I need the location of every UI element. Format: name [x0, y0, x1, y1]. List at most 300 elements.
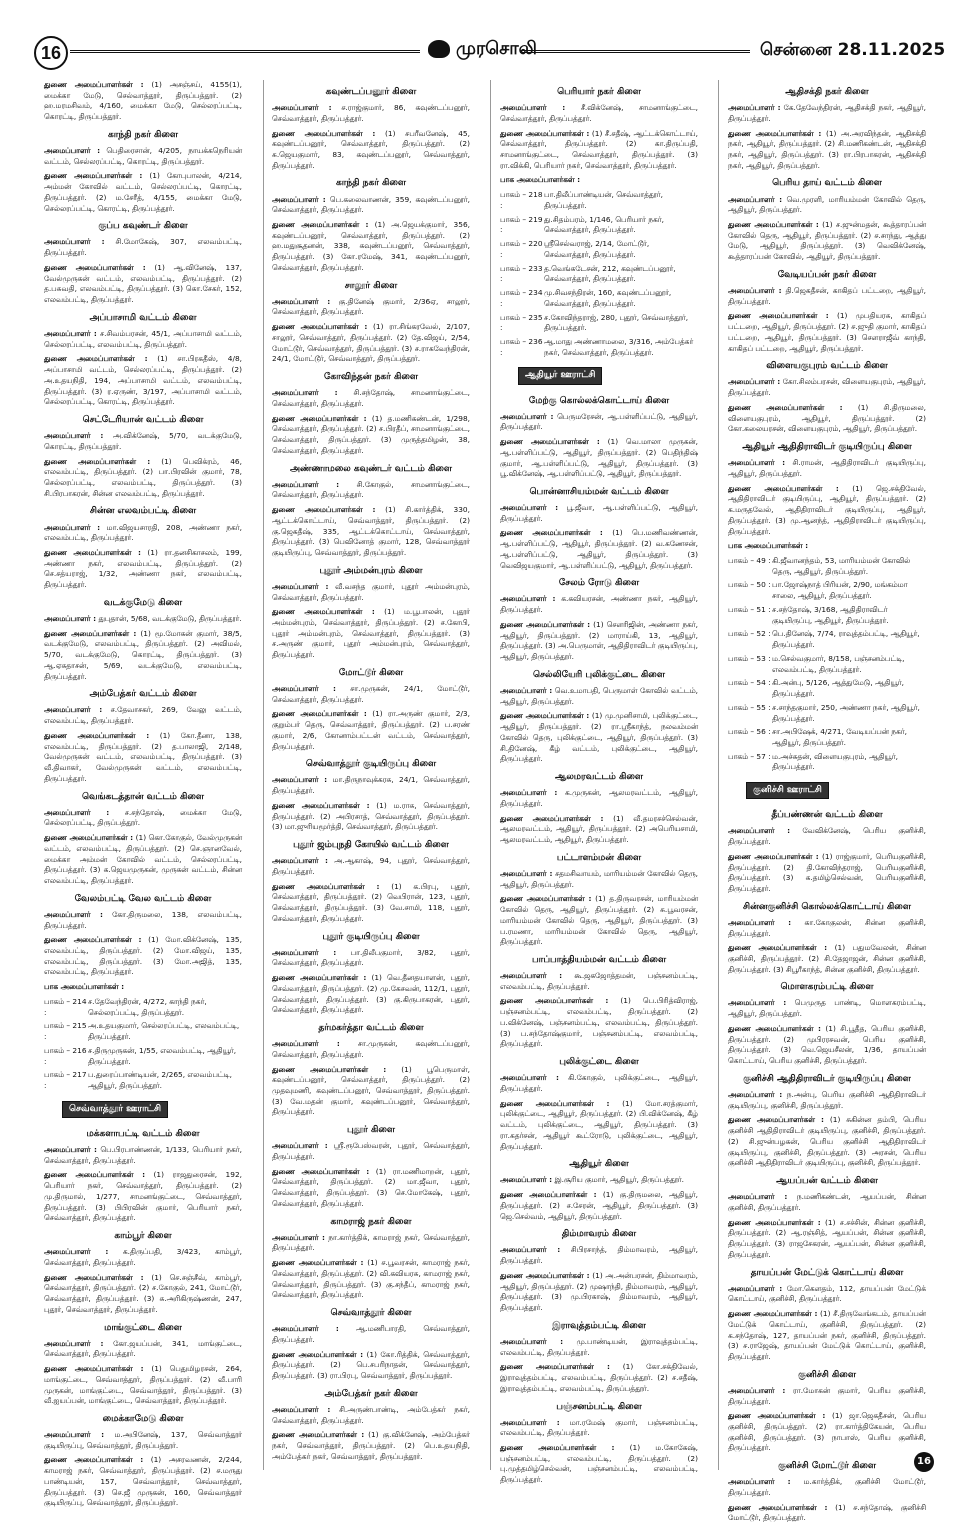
ward-number: பாகம் – 217 :	[44, 1070, 87, 1091]
member-entry	[272, 856, 470, 877]
member-details: (1) முபதியரசு, காகிதப் பட்டறை, ஆதியூர், திருப்பத்தூர். (2) ச.ஜுதி குமார், காகிதப் பட்டறை, ஆதியூர், திருப்பத்தூர். (3) சௌராஜீவ் காந்தி, காகிதப் பட்டறை, ஆதியூர், திருப்பத்தூர்.	[728, 311, 926, 353]
member-entry	[272, 801, 470, 833]
member-details: (1) சீ.திருவேங்கடம், தாயப்பன் மேட்டுக் கொட்டாய், குனிச்சி, திருப்பத்தூர். (2) க.சந்தோஷ், 127, தாயப்பன் நகர், குனிச்சி, திருப்பத்தூர். (3) ச.ராஜேஷ், தாயப்பன் மேட்டுக் கொட்டாய், குனிச்சி, திருப்பத்தூர்.	[728, 1309, 926, 1361]
member-role: துணை அமைப்பாளர்கள் :	[728, 219, 819, 229]
member-details: ச.சந்தோஷ், மைக்கா மேடு, செல்லரப்பட்டி, திருப்பத்தூர்.	[44, 807, 242, 828]
member-entry	[500, 412, 698, 433]
member-role: துணை அமைப்பாளர்கள் :	[728, 851, 819, 861]
member-role: துணை அமைப்பாளர்கள் :	[500, 996, 609, 1006]
member-details: சீ.விக்னேஷ், சாமனாங்குட்டை, செவ்வாத்தூர், திருப்பத்தூர்.	[500, 103, 698, 123]
member-role: அமைப்பாளர் :	[728, 1477, 791, 1487]
member-entry	[272, 1141, 470, 1162]
member-role: துணை அமைப்பாளர்கள் :	[728, 483, 839, 493]
logo-icon	[428, 40, 450, 58]
member-role: துணை அமைப்பாளர்கள் :	[728, 1217, 821, 1227]
member-entry	[500, 1073, 698, 1094]
member-details: இ.சூரிய குமார், ஆதியூர், திருப்பத்தூர்.	[554, 1175, 684, 1185]
member-entry	[272, 775, 470, 796]
member-role: துணை அமைப்பாளர்கள் :	[44, 456, 151, 466]
member-entry	[500, 1362, 698, 1394]
member-entry	[44, 935, 242, 978]
member-entry	[728, 1218, 926, 1261]
member-details: (1) வீ.தமரசச்செல்வன், ஆலமரவட்டம், ஆதியூர், திருப்பத்தூர். (2) அபெரியசாமி, ஆலமரவட்டம், ஆதியூர், திருப்பத்தூர்.	[500, 813, 698, 845]
ward-details: ச.கோவிந்தராஜ், 280, புதூர், செவ்வாத்தூர், திருப்பத்தூர்.	[544, 312, 689, 333]
member-role: துணை அமைப்பாளர்கள் :	[272, 1166, 370, 1176]
member-entry	[500, 594, 698, 615]
ward-details: ம.செல்வகுமார், 8/158, பஞ்சனம்பட்டி, எலவம்பட்டி, திருப்பத்தூர்.	[772, 653, 905, 674]
branch-heading: ஆதியூர் கிளை	[569, 1159, 629, 1170]
member-entry	[500, 175, 698, 186]
member-details: (1) த.திருவரசன், மாரியம்மன் கோவில் தெரு, ஆதியூர், திருப்பத்தூர். (2) சு.பூவரசன், மாரியம்மன் கோவில் தெரு, ஆதியூர், திருப்பத்தூர். (3) ப.ரமணா, மாரியம்மன் கோவில் தெரு, ஆதியூர், திருப்பத்தூர்.	[500, 894, 698, 947]
member-details: (1) சி.பூதீத, பெரிய குனிச்சி, திருப்பத்தூர். (2) முபிரரசவன், பெரிய குனிச்சி, திருப்பத்தூர். (3) வெ.ஜெயசீலன், 1/36, தாயப்பன் கொட்டாய், பெரிய குனிச்சி, திருப்பத்தூர்.	[728, 1023, 926, 1066]
panchayat-heading: குனிச்சி ஊராட்சி	[746, 782, 829, 799]
member-details: (1) ம.ராசு, செவ்வாத்தூர், திருப்பத்தூர். (2) அபிரசாத், செவ்வாத்தூர், திருப்பத்தூர். (3) மா.ஜுரியமூர்த்தி, செவ்வாத்தூர், திருப்பத்தூர்.	[272, 800, 470, 832]
member-details: கோ.திருமலை, 138, எலவம்பட்டி, திருப்பத்தூர்.	[44, 909, 242, 930]
member-entry	[728, 1477, 926, 1498]
ward-row	[728, 727, 926, 748]
member-details: (1) பெ.பிரித்விராஜ், பஞ்சனம்பட்டி, எலவம்பட்டி, திருப்பத்தூர். (2) ப.விக்னேஷ், பஞ்சனம்பட்டி, எலவம்பட்டி, திருப்பத்தூர். (3) ப.சந்தோஷ்குமார், பஞ்சனம்பட்டி, எலவம்பட்டி, திருப்பத்தூர்.	[500, 996, 698, 1049]
ward-row	[728, 654, 926, 675]
ward-number: பாகம் – 218 :	[500, 190, 543, 210]
member-entry	[272, 709, 470, 752]
branch-heading: அண்ணாமலை கவுண்டர் வட்டம் கிளை	[289, 463, 453, 474]
branch-heading: செல்லியேரி புலிக்குட்டை கிளை	[533, 669, 665, 680]
member-entry	[44, 1364, 242, 1407]
member-entry	[272, 882, 470, 925]
branch-heading: பெரிய தாய் வட்டம் கிளை	[772, 178, 882, 189]
member-details: (1) அசஞ்சய், 4155(1), மைக்கா மேடு, செல்வாத்தூர், திருப்பத்தூர். (2) ஹ.மரமசிவம், 4/160, மைக்கா மேடு, செல்லரப்பட்டி, கொரட்டி, திருப்பத்தூர்.	[44, 80, 242, 122]
member-entry	[500, 711, 698, 765]
page-number: 16	[34, 36, 68, 70]
member-role: அமைப்பாளர் :	[728, 458, 786, 468]
branch-heading: ஆதிசக்தி நகர் கிளை	[785, 87, 869, 97]
member-role: துணை அமைப்பாளர்கள் :	[272, 1349, 364, 1359]
member-role: அமைப்பாளர் :	[728, 103, 781, 113]
ward-details: ச.சாந்தகுமார், 250, அண்ணா நகர், ஆதியூர், திருப்பத்தூர்.	[772, 702, 920, 723]
edition-date: சென்னை 28.11.2025	[760, 40, 946, 60]
member-entry	[44, 354, 242, 408]
member-entry	[272, 220, 470, 274]
ward-row	[500, 239, 698, 260]
member-entry	[728, 286, 926, 307]
member-entry	[728, 1090, 926, 1111]
member-role: அமைப்பாளர் :	[500, 103, 566, 113]
member-role: துணை அமைப்பாளர்கள் :	[500, 894, 592, 904]
branch-heading: காம்பூர் கிளை	[114, 1231, 172, 1242]
ward-row	[44, 1021, 242, 1042]
branch-heading: மைக்காமேடு கிளை	[102, 1413, 184, 1424]
member-entry	[728, 1503, 926, 1524]
ward-number: பாகம் – 220 :	[500, 239, 543, 259]
member-details: சி.சந்தோஷ், சாமனாங்குட்டை, செவ்வாத்தூர், திருப்பத்தூர்.	[272, 388, 470, 408]
ward-number: பாகம் – 216 :	[44, 1045, 87, 1066]
branch-heading: செட்டேரியான் வட்டம் கிளை	[82, 415, 204, 426]
member-details: (1) அ.அன்பரசன், திம்மாவரம், ஆதியூர், திருப்பத்தூர். (2) முஷாந்தி, திம்மாவரம், ஆதியூர், திருப்பத்தூர். (3) மு.பிரகாஷ், திம்மாவரம், ஆதியூர், திருப்பத்தூர்.	[500, 1270, 698, 1313]
member-details: (1) மூ.மோகன் குமார், 38/5, வடக்குமேடு, எலவம்பட்டி, திருப்பத்தூர். (2) அவிமல், 5/70, வடக்குமேடு, கொரட்டி, திருப்பத்தூர். (3) ஆ.ஏசுதாசன், 5/69, வடக்குமேடு, எலவம்பட்டி, திருப்பத்தூர்.	[44, 628, 242, 681]
member-details: சா.முருகன், 24/1, மோட்டூர், செவ்வாத்தூர், திருப்பத்தூர்.	[272, 683, 471, 704]
member-role: அமைப்பாளர் :	[44, 145, 101, 155]
member-details: சதமசிவாயம், மாரியம்மன் கோவில் தெரு, ஆதியூர், திருப்பத்தூர்.	[500, 868, 698, 889]
member-details: (1) கோ.தீனா, 138, எலவம்பட்டி, திருப்பத்தூர். (2) த.பாலாஜி, 2/148, வேல்முருகன் வட்டம், எலவம்பட்டி, திருப்பத்தூர். (3) வீ.திவாகர், வேல்முருகன் வட்டம், எலவம்பட்டி, திருப்பத்தூர்.	[44, 730, 242, 783]
member-role: துணை அமைப்பாளர்கள் :	[500, 437, 600, 447]
member-role: அமைப்பாளர் :	[272, 1039, 340, 1049]
column-4	[722, 80, 932, 1523]
branch-heading: பஞ்சனம்பட்டி கிளை	[556, 1401, 642, 1412]
ward-row	[44, 1070, 242, 1091]
member-details: வேவிக்னேஷ், பெரிய குனிச்சி, திருப்பத்தூர்.	[728, 826, 926, 847]
branch-heading: ஆதியூர் ஆதிதிராவிடர் குடியிருப்பு கிளை	[742, 442, 912, 453]
ward-details: ஸ்ரீசெல்வராஜ், 2/14, மோட்டூர், செவ்வாத்தூர், திருப்பத்தூர்.	[544, 239, 650, 259]
member-entry	[44, 329, 242, 350]
ward-number: பாகம் – 57 :	[728, 751, 771, 761]
member-entry	[500, 437, 698, 480]
member-entry	[44, 833, 242, 887]
ward-number: பாகம் – 55 :	[728, 702, 771, 712]
member-role: துணை அமைப்பாளர்கள் :	[728, 1023, 821, 1033]
member-details: (1) ரா.மணிமாறன், புதூர், செவ்வாத்தூர், திருப்பத்தூர். (2) மா.ஜீவா, புதூர், செவ்வாத்தூர், திருப்பத்தூர். (3) செ.மோகேஷ், புதூர், செவ்வாத்தூர், திருப்பத்தூர்.	[272, 1166, 470, 1208]
member-entry	[44, 629, 242, 683]
member-role: அமைப்பாளர் :	[272, 103, 332, 113]
branch-heading: கவுண்டப்பனூர் கிளை	[325, 87, 417, 97]
member-details: (1) கோபுபாலன், 4/214, அம்மன் கோவில் வட்டம், செல்லரப்பட்டி, கொரட்டி, திருப்பத்தூர். (2) ம.சேரீத், 4/155, மைக்கா மேடு, செல்லரப்பட்டி, கொரட்டி, திருப்பத்தூர்.	[44, 171, 242, 213]
member-role: அமைப்பாளர் :	[44, 705, 103, 715]
panchayat-heading: ஆதியூர் ஊராட்சி	[518, 367, 602, 384]
branch-heading: மக்களாபட்டி வட்டம் கிளை	[86, 1128, 200, 1139]
ward-details: ச.திருமுருகன், 1/55, எலவம்பட்டி, ஆதியூர், திருப்பத்தூர்.	[88, 1045, 237, 1066]
member-role: அமைப்பாளர் :	[500, 1417, 560, 1427]
member-details: கா.கோகுலன், சின்ன குனிச்சி, திருப்பத்தூர்.	[728, 917, 926, 938]
member-entry	[728, 852, 926, 895]
branch-heading: மேற்கு கொல்லக்கொட்டாய் கிளை	[528, 395, 670, 406]
member-role: அமைப்பாளர் :	[44, 909, 103, 919]
member-details: (1) ரா.சிங்கரவேல், 2/107, சாலூர், செவ்வாத்தூர், திருப்பத்தூர். (2) தே.விஜய், 2/54, மோட்டூர், செவ்வாத்தூர், திருப்பத்தூர். (3) ச.ராகவேந்திரன், 24/1, மோட்டூர், செவ்வாத்தூர், திருப்பத்தூர்.	[272, 322, 470, 364]
member-entry	[272, 1039, 470, 1060]
member-details: சா.முருகன், கவுண்டப்பனூர், செவ்வாத்தூர், திருப்பத்தூர்.	[272, 1039, 470, 1059]
ward-number: பாகம் – 52 :	[728, 629, 771, 639]
member-details: கூ.ஜகஜோத்தமன், பஞ்சனம்பட்டி, எலவம்பட்டி, திருப்பத்தூர்.	[500, 971, 699, 991]
member-entry	[44, 146, 242, 167]
branch-heading: வடக்குமேடு கிளை	[103, 597, 183, 608]
member-entry	[44, 431, 242, 452]
member-entry	[728, 826, 926, 847]
member-entry	[500, 103, 698, 124]
member-details: (1) சி.கார்த்திக், 330, ஆட்டக்கொட்டாய், செவ்வாத்தூர், திருப்பத்தூர். (2) கு.ஜெகதீஷ், 335, ஆட்டக்கொட்டாய், செவ்வாத்தூர், திருப்பத்தூர். (3) பெவினோத் குமார், 128, செவ்வாத்தூர் குடியிருப்பு, செவ்வாத்தூர், திருப்பத்தூர்.	[272, 505, 470, 557]
member-role: அமைப்பாளர் :	[44, 522, 101, 532]
member-role: துணை அமைப்பாளர்கள் :	[500, 813, 604, 823]
member-role: அமைப்பாளர் :	[272, 856, 328, 866]
ward-details: ப.துரைப்பாண்டியன், 2/265, எலவம்பட்டி, ஆதியூர், திருப்பத்தூர்.	[88, 1070, 232, 1091]
ward-details: சா.அபிஷேக், 4/271, வேடியப்பன் நகர், ஆதியூர், திருப்பத்தூர்.	[772, 727, 907, 748]
branch-heading: ஆயப்பன் வட்டம் கிளை	[776, 1176, 878, 1187]
column-3	[494, 80, 704, 1485]
member-details: (1) பெ.மணிவண்ணன், ஆ.பள்ளிப்பட்டு, ஆதியூர், திருப்பத்தூர். (2) வ.கணேசன், ஆ.பள்ளிப்பட்டு, ஆதியூர், திருப்பத்தூர். (3) வெவிஜயகுமார், ஆ.பள்ளிப்பட்டு, ஆதியூர், திருப்பத்தூர்.	[500, 528, 698, 570]
ward-details: அ.உதயகுமார், செல்லரப்பட்டி, எலவம்பட்டி, திருப்பத்தூர்.	[88, 1021, 240, 1042]
ward-row	[728, 678, 926, 699]
branch-heading: காமராஜ் நகர் கிளை	[330, 1216, 412, 1227]
column-2	[266, 80, 476, 1470]
member-role: பாக அமைப்பாளர்கள் :	[44, 982, 125, 992]
member-details: பெதிரைசான், 4/205, நாயக்கநெரியன் வட்டம், செல்லரப்பட்டி, கொரட்டி, திருப்பத்தூர்.	[44, 145, 242, 166]
member-details: சிபிரசாந்த், திம்மாவரம், ஆதியூர், திருப்பத்தூர்.	[500, 1245, 698, 1266]
ward-details: த.வெங்கடேசன், 212, கவுண்டப்பனூர், செவ்வாத்தூர், திருப்பத்தூர்.	[544, 263, 676, 284]
member-role: துணை அமைப்பாளர்கள் :	[500, 1098, 610, 1108]
member-details: (1) க.பிரபு, புதூர், செவ்வாத்தூர், திருப்பத்தூர். (2) வெபிரான், 123, புதூர், செவ்வாத்தூர், திருப்பத்தூர். (3) வே.சாமி, 118, புதூர், செவ்வாத்தூர், திருப்பத்தூர்.	[272, 881, 470, 923]
member-role: துணை அமைப்பாளர்கள் :	[272, 505, 376, 515]
member-role: அமைப்பாளர் :	[500, 971, 563, 981]
member-entry	[728, 998, 926, 1019]
member-entry	[500, 686, 698, 707]
member-entry	[272, 1233, 470, 1254]
member-role: துணை அமைப்பாளர்கள் :	[44, 628, 137, 638]
ward-number: பாகம் – 236 :	[500, 337, 543, 357]
ward-row	[500, 288, 698, 309]
member-details: வெ.முரளி, மாரியம்மன் கோவில் தெரு, ஆதியூர், திருப்பத்தூர்.	[728, 194, 926, 215]
member-details: (1) அசரவணன், 2/244, காமராஜ் நகர், செவ்வாத்தூர், திருப்பத்தூர். (2) ச.மருது பாண்டியன், 157, செவ்வாத்தூர், செவ்வாத்தூர், திருப்பத்தூர். (3) செ.ஜீ முருகன், 160, செவ்வாத்தூர் குடியிருப்பு, செவ்வாத்தூர், திருப்பத்தூர்.	[44, 1455, 242, 1508]
member-role: துணை அமைப்பாளர்கள் :	[728, 1115, 824, 1125]
member-entry	[44, 1455, 242, 1509]
member-entry	[500, 788, 698, 809]
member-role: அமைப்பாளர் :	[500, 411, 554, 421]
member-role: துணை அமைப்பாளர்கள் :	[272, 1430, 365, 1440]
branch-heading: தீப்பண்ணன் வட்டம் கிளை	[771, 810, 883, 821]
ward-number: பாகம் – 235 :	[500, 312, 543, 333]
member-entry	[500, 528, 698, 571]
member-role: பாக அமைப்பாளர்கள் :	[500, 175, 581, 185]
member-entry	[500, 503, 698, 524]
member-entry	[44, 80, 242, 123]
member-role: துணை அமைப்பாளர்கள் :	[500, 1362, 610, 1372]
member-entry	[272, 195, 470, 216]
member-role: அமைப்பாளர் :	[272, 947, 337, 957]
branch-heading: மொளகரம்பட்டி கிளை	[780, 982, 874, 993]
branch-heading: குப்ப கவுண்டர் கிளை	[98, 221, 188, 232]
member-details: (1) கு.விக்னேஷ், அம்பேத்கர் நகர், செவ்வாத்தூர், திருப்பத்தூர். (2) பெ.உதயநிதி, அம்பேத்கர் நகர், செவ்வாத்தூர், திருப்பத்தூர்.	[272, 1430, 470, 1461]
branch-heading: புதூர் குடியிருப்பு கிளை	[322, 931, 420, 942]
member-details: க.கவியரசன், அண்ணா நகர், ஆதியூர், திருப்பத்தூர்.	[500, 594, 698, 615]
branch-heading: புதூர் கிளை	[346, 1125, 396, 1136]
member-details: (1) ராஜ்குமார், பெரியகுனிச்சி, திருப்பத்தூர். (2) தி.கோவிந்தராஜ், பெரியகுனிச்சி, திருப்பத்தூர். (3) க.தமிழ்செல்வன், பெரியகுனிச்சி, திருப்பத்தூர்.	[728, 851, 926, 893]
footer-page-number: 16	[914, 1452, 934, 1472]
branch-heading: தாயப்பன் மேட்டுக் கொட்டாய் கிளை	[750, 1267, 904, 1278]
branch-heading: குனிச்சி ஆதிதிராவிடர் குடியிருப்பு கிளை	[743, 1073, 911, 1084]
ward-details: பா.ஜோஷ்நாத் பிரியன், 2/90, மங்கம்மா சாலை, ஆதியூர், திருப்பத்தூர்.	[772, 580, 908, 601]
member-entry	[728, 484, 926, 538]
page-header	[0, 0, 972, 70]
member-role: துணை அமைப்பாளர்கள் :	[44, 80, 144, 89]
member-role: அமைப்பாளர் :	[728, 285, 782, 295]
ward-number: பாகம் – 215 :	[44, 1021, 87, 1042]
ward-number: பாகம் – 214 :	[44, 996, 87, 1017]
branch-heading: செவ்வாத்தூர் கிளை	[330, 1308, 412, 1319]
ward-row	[500, 190, 698, 211]
member-details: (1) சௌரிஜின், அண்ணா நகர், ஆதியூர், திருப்பத்தூர். (2) மாராய்கி, 13, ஆதியூர், திருப்பத்தூர். (3) அ.பெருமாள், ஆதிதிராவிடர் குடியிருப்பு, ஆதியூர், திருப்பத்தூர்.	[500, 619, 698, 662]
member-role: அமைப்பாளர் :	[728, 1089, 783, 1099]
branch-heading: சேலம் ரோடு கிளை	[558, 578, 640, 589]
member-entry	[500, 1337, 698, 1358]
member-role: பாக அமைப்பாளர்கள் :	[728, 541, 809, 551]
member-role: அமைப்பாளர் :	[500, 594, 556, 604]
member-entry	[44, 523, 242, 544]
branch-heading: தர்மகர்த்தா வட்டம் கிளை	[318, 1023, 424, 1033]
article-columns	[38, 80, 936, 1523]
member-entry	[44, 705, 242, 726]
member-role: துணை அமைப்பாளர்கள் :	[272, 1064, 387, 1074]
ward-row	[728, 629, 926, 650]
member-role: துணை அமைப்பாளர்கள் :	[728, 1309, 818, 1319]
branch-heading: குனிச்சி கிளை	[798, 1369, 856, 1380]
branch-heading: இராவுத்தம்பட்டி கிளை	[552, 1320, 646, 1331]
member-details: (1) அ.அரவிந்தன், ஆதிசக்தி நகர், ஆதியூர், திருப்பத்தூர். (2) சி.மணிகண்டன், ஆதிசக்தி நகர், ஆதியூர், திருப்பத்தூர். (3) ரா.பிரபாகரன், ஆதிசக்தி நகர், ஆதியூர், திருப்பத்தூர்.	[728, 128, 926, 170]
ward-row	[500, 264, 698, 285]
member-details: (1) செ.சஞ்சீவ், காம்பூர், செவ்வாத்தூர், திருப்பத்தூர். (2) ச.கோகுல், 241, மோட்டூர், செவ்வாத்தூர், திருப்பத்தூர். (3) சு.அரிகிருஷ்ணன், 247, புதூர், செவ்வாத்தூர், திருப்பத்தூர்.	[44, 1272, 242, 1314]
member-role: அமைப்பாளர் :	[728, 1192, 788, 1202]
member-entry	[272, 1350, 470, 1382]
member-entry	[728, 918, 926, 939]
member-entry	[44, 263, 242, 306]
member-role: துணை அமைப்பாளர்கள் :	[500, 1270, 590, 1280]
member-entry	[500, 869, 698, 890]
ward-row	[500, 215, 698, 236]
ward-details: கி.அன்பு, 5/126, ஆத்துமேடு, ஆதியூர், திருப்பத்தூர்.	[772, 678, 904, 699]
member-details: ஸ்ரீ.ரூபேஸ்வரன், புதூர், செவ்வாத்தூர், திருப்பத்தூர்.	[272, 1141, 470, 1161]
member-details: பா.திலீபகுமார், 3/82, புதூர், செவ்வாத்தூர், திருப்பத்தூர்.	[272, 947, 470, 968]
member-role: அமைப்பாளர் :	[500, 788, 558, 798]
member-entry	[500, 1443, 698, 1486]
member-entry	[728, 129, 926, 172]
member-entry	[44, 548, 242, 591]
member-details: (1) சி.திருமலை, விளையகுபுரம், ஆதியூர், திருப்பத்தூர். (2) கோ.கலையரசன், விளையகுபுரம், ஆதியூர், திருப்பத்தூர்.	[728, 402, 926, 434]
member-details: வெ.உமாபதி, பெருமாள் கோவில் வட்டம், ஆதியூர், திருப்பத்தூர்.	[500, 685, 698, 706]
ward-details: மு.சிவசந்திரன், 160, கவுண்டப்பனூர், செவ்வாத்தூர், திருப்பத்தூர்.	[544, 288, 672, 308]
member-details: வீ.வசந்த குமார், புதூர் அம்மன்புரம், செவ்வாத்தூர், திருப்பத்தூர்.	[272, 581, 470, 602]
member-role: துணை அமைப்பாளர்கள் :	[44, 171, 143, 181]
member-role: துணை அமைப்பாளர்கள் :	[44, 935, 142, 945]
member-entry	[728, 1192, 926, 1213]
member-role: அமைப்பாளர் :	[44, 237, 105, 247]
member-entry	[272, 414, 470, 457]
member-details: தி.ஜெகதீசன், காகிதப் பட்டறை, ஆதியூர், திருப்பத்தூர்.	[728, 285, 926, 306]
member-entry	[272, 505, 470, 559]
ward-details: ஆ.மாது அண்ணாமலை, 3/316, அம்பேத்கர் நகர், செவ்வாத்தூர், திருப்பத்தூர்.	[544, 337, 694, 357]
member-entry	[44, 171, 242, 214]
member-details: (1) சீ.சதீஷ், ஆட்டக்கொட்டாய், செவ்வாத்தூர், திருப்பத்தூர். (2) கா.திருப்பதி, சாமனாங்குட்டை, செவ்வாத்தூர், திருப்பத்தூர். (3) ரா.விக்கி, பெரியார் நகர், செவ்வாத்தூர், திருப்பத்தூர்.	[500, 128, 698, 170]
member-entry	[272, 607, 470, 661]
member-role: அமைப்பாளர் :	[272, 1141, 328, 1151]
ward-number: பாகம் – 234 :	[500, 288, 543, 308]
member-role: துணை அமைப்பாளர்கள் :	[728, 402, 843, 412]
member-details: ந.அன்பு, பெரிய குனிச்சி ஆதிதிராவிடர் குடியிருப்பு, குனிச்சி, திருப்பத்தூர்.	[728, 1089, 926, 1110]
member-role: அமைப்பாளர் :	[272, 296, 331, 306]
member-role: துணை அமைப்பாளர்கள் :	[500, 711, 590, 721]
panchayat-heading: செவ்வாத்தூர் ஊராட்சி	[62, 1101, 168, 1118]
member-role: துணை அமைப்பாளர்கள் :	[272, 607, 375, 617]
member-entry	[500, 814, 698, 846]
member-entry	[44, 1247, 242, 1268]
member-entry	[728, 1309, 926, 1363]
ward-number: பாகம் – 56 :	[728, 727, 771, 737]
member-role: துணை அமைப்பாளர்கள் :	[44, 1272, 144, 1282]
member-entry	[728, 311, 926, 354]
ward-row	[44, 1046, 242, 1067]
member-role: அமைப்பாளர் :	[272, 1324, 339, 1334]
member-details: நா.கார்த்திக், காமராஜ் நகர், செவ்வாத்தூர், திருப்பத்தூர்.	[272, 1232, 471, 1253]
member-entry	[44, 237, 242, 258]
ward-number: பாகம் – 233 :	[500, 263, 543, 284]
member-role: அமைப்பாளர் :	[272, 479, 340, 489]
member-entry	[728, 195, 926, 216]
member-entry	[44, 731, 242, 785]
member-details: (1) சபரீவனேஷ், 45, கவுண்டப்பனூர், செவ்வாத்தூர், திருப்பத்தூர். (2) சு.ஜெயகுமார், 83, கவுண்டப்பனூர், செவ்வாத்தூர், திருப்பத்தூர்.	[272, 128, 470, 170]
member-role: துணை அமைப்பாளர்கள் :	[728, 311, 829, 321]
member-details: (1) ம.பூபாலன், புதூர் அம்மன்புரம், செவ்வாத்தூர், திருப்பத்தூர். (2) ச.கோபி, புதூர் அம்மன்புரம், செவ்வாத்தூர், திருப்பத்தூர். (3) ச.அருண் குமார், புதூர் அம்மன்புரம், செவ்வாத்தூர், திருப்பத்தூர்.	[272, 607, 470, 660]
member-details: மோ.கௌதம், 112, தாயப்பன் மேட்டுக் கொட்டாய், குனிச்சி, திருப்பத்தூர்.	[728, 1283, 926, 1304]
member-details: (1) ம.கோகேஷ், பஞ்சனம்பட்டி, எலவம்பட்டி, திருப்பத்தூர். (2) பு.முத்தமிழ்செல்வன், பஞ்சனம்பட்டி, எலவம்பட்டி, திருப்பத்தூர்.	[500, 1443, 698, 1485]
member-entry	[272, 973, 470, 1016]
member-details: அ.ஆகாஷ், 94, புதூர், செவ்வாத்தூர், திருப்பத்தூர்.	[272, 856, 470, 876]
ward-number: பாகம் – 219 :	[500, 214, 543, 235]
member-role: அமைப்பாளர் :	[500, 503, 559, 513]
branch-heading: புதூர் அம்மன்புரம் கிளை	[319, 565, 423, 576]
member-role: துணை அமைப்பாளர்கள் :	[728, 128, 822, 138]
member-role: துணை அமைப்பாளர்கள் :	[728, 1502, 828, 1512]
member-entry	[272, 582, 470, 603]
member-details: (1) ஜா.ஜெகதீசன், பெரிய குனிச்சி, திருப்பத்தூர். (2) ரா.கார்த்திகேயன், பெரிய குனிச்சி, திருப்பத்தூர். (3) நாபாஸ், பெரிய குனிச்சி, திருப்பத்தூர்.	[728, 1411, 926, 1453]
member-entry	[500, 1271, 698, 1314]
member-role: துணை அமைப்பாளர்கள் :	[500, 619, 591, 629]
ward-row	[728, 556, 926, 577]
branch-heading: காந்தி நகர் கிளை	[335, 178, 407, 189]
member-role: துணை அமைப்பாளர்கள் :	[44, 262, 146, 272]
member-details: (1) ச.பூவரசன், காமராஜ் நகர், செவ்வாத்தூர், திருப்பத்தூர். (2) வி.கவியரசு, காமராஜ் நகர், செவ்வாத்தூர், திருப்பத்தூர். (3) கு.சந்தீப், காமராஜ் நகர், செவ்வாத்தூர், திருப்பத்தூர்.	[272, 1258, 470, 1300]
member-entry	[44, 1145, 242, 1166]
ward-number: பாகம் – 50 :	[728, 580, 771, 590]
member-entry	[44, 1430, 242, 1451]
member-entry	[44, 457, 242, 500]
member-role: துணை அமைப்பாளர்கள் :	[728, 1411, 826, 1421]
member-entry	[44, 808, 242, 829]
member-entry	[500, 129, 698, 172]
member-entry	[728, 220, 926, 263]
member-role: அமைப்பாளர் :	[728, 998, 787, 1008]
member-details: (1) த.மணிகண்டன், 1/298, செவ்வாத்தூர், திருப்பத்தூர். (2) ச.பிரதீப், சாமனாங்குட்டை, செவ்வாத்தூர், திருப்பத்தூர். (3) முருத்தமிழன், 38, செவ்வாத்தூர், திருப்பத்தூர்.	[272, 413, 470, 455]
branch-heading: பட்டாளம்மன் கிளை	[556, 852, 642, 863]
member-entry	[44, 1170, 242, 1224]
branch-heading: ஆலமரவட்டம் கிளை	[554, 772, 644, 783]
member-role: அமைப்பாளர் :	[44, 1338, 104, 1348]
member-role: துணை அமைப்பாளர்கள் :	[272, 128, 376, 138]
member-details: பெ.பிரபாண்ணன், 1/133, பெரியார் நகர், செவ்வாத்தூர், திருப்பத்தூர்.	[44, 1144, 242, 1165]
column-1	[38, 80, 248, 1508]
member-details: (1) ரா.அருண் குமார், 2/3, குறும்பர் தெரு, செவ்வாத்தூர், திருப்பத்தூர். (2) ப.சரண் குமார், 2/6, கோனாம்பட்டன் வட்டம், செவ்வாத்தூர், திருப்பத்தூர்.	[272, 709, 470, 751]
member-details: ம.அபினேஷ், 137, செவ்வாத்தூர் குடியிருப்பு, செவ்வாத்தூர், திருப்பத்தூர்.	[44, 1430, 242, 1450]
member-details: (1) ச.சந்தோஷ், குனிச்சி மோட்டூர், திருப்பத்தூர்.	[728, 1502, 926, 1523]
ward-details: பெ.தினேஷ், 7/74, ராவுத்தம்பட்டி, ஆதியூர், திருப்பத்தூர்.	[772, 629, 920, 650]
ward-number: பாகம் – 53 :	[728, 653, 771, 663]
branch-heading: அம்பேத்கர் நகர் கிளை	[324, 1388, 418, 1399]
column-divider	[490, 80, 491, 1470]
member-entry	[272, 297, 470, 318]
member-details: கு.தினேஷ் குமார், 2/36ஏ, சாலூர், செவ்வாத்தூர், திருப்பத்தூர்.	[272, 296, 470, 317]
member-details: (1) வெ.மாலா முருகன், ஆ.பள்ளிப்பட்டு, ஆதியூர், திருப்பத்தூர். (2) பெதிந்திஷ் குமார், ஆ.பள்ளிப்பட்டு, ஆதியூர், திருப்பத்தூர். (3) பூ.விக்னேஷ், ஆ.பள்ளிப்பட்டு, ஆதியூர், திருப்பத்தூர்.	[500, 437, 698, 479]
column-divider	[718, 80, 719, 1470]
member-details: (1) கொ.கோகுல், வேல்முருகன் வட்டம், எலவம்பட்டி, திருப்பத்தூர். (2) செ.ஞானவேல், மைக்கா அம்மன் கோவில் வட்டம், செல்லரப்பட்டி, திருப்பத்தூர். (3) க.ஜெயமுருகன், முருகன் வட்டம், சின்ன எலவம்பட்டி, திருப்பத்தூர்.	[44, 833, 242, 886]
member-role: அமைப்பாளர் :	[728, 1385, 786, 1395]
member-details: (1) ஆ.வினேஷ், 137, வேல்முருகன் வட்டம், எலவம்பட்டி, திருப்பத்தூர். (2) த.பசுவதி, எலவம்பட்டி, திருப்பத்தூர். (3) கொ.சேகர், 152, எலவம்பட்டி, திருப்பத்தூர்.	[44, 262, 242, 305]
member-role: துணை அமைப்பாளர்கள் :	[272, 881, 380, 891]
ward-number: பாகம் – 51 :	[728, 604, 771, 614]
member-entry	[500, 1190, 698, 1222]
member-entry	[272, 103, 470, 124]
